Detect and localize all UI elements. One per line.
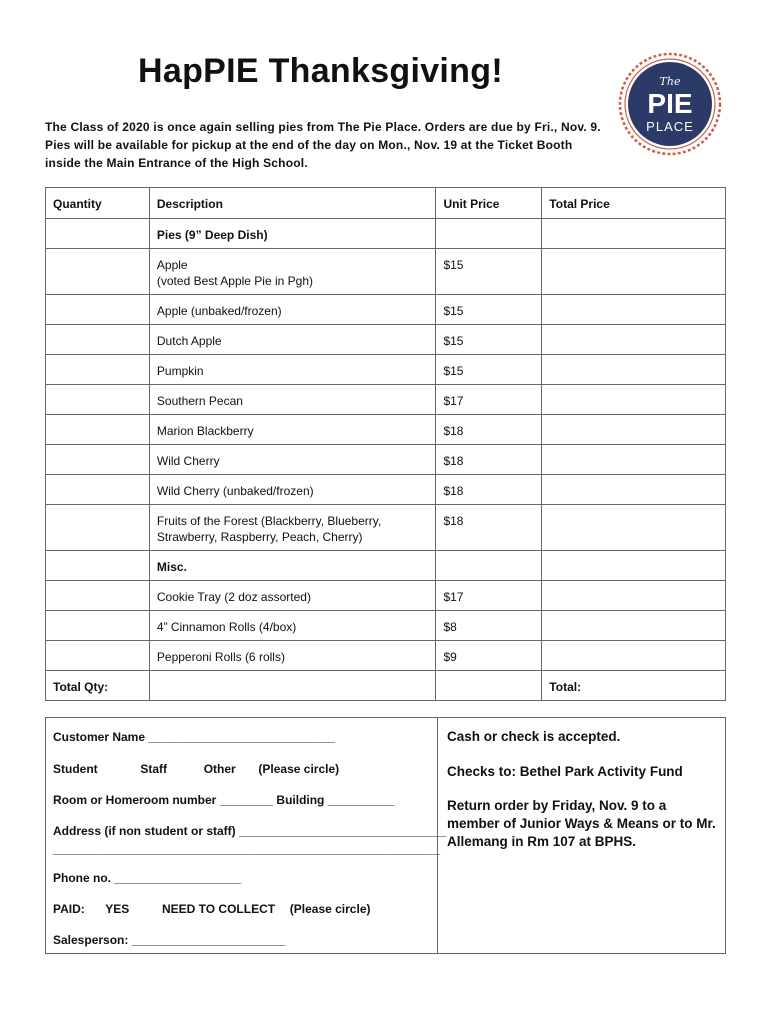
header-unit-price: Unit Price: [436, 188, 542, 219]
quantity-cell[interactable]: [46, 415, 150, 445]
quantity-cell[interactable]: [46, 641, 150, 671]
paid-circle-note: (Please circle): [289, 902, 371, 916]
option-yes[interactable]: YES: [105, 902, 130, 916]
unit-price-cell: $15: [436, 249, 542, 295]
unit-price-cell: $17: [436, 581, 542, 611]
unit-price-cell: $18: [436, 415, 542, 445]
page-title: HapPIE Thanksgiving!: [138, 52, 503, 90]
table-footer-row: [46, 671, 726, 701]
payment-note: Cash or check is accepted.: [447, 729, 621, 744]
table-row: [46, 249, 726, 295]
description-cell: [149, 505, 436, 551]
customer-info-box: [45, 717, 726, 954]
description-cell: Wild Cherry (unbaked/frozen): [149, 475, 436, 505]
quantity-cell[interactable]: [46, 219, 150, 249]
description-cell: Southern Pecan: [149, 385, 436, 415]
unit-price-cell: [436, 219, 542, 249]
address-field-line2[interactable]: __________________________________________________________: [53, 842, 441, 856]
description-line: Fruits of the Forest (Blackberry, Blueberry,: [156, 514, 382, 528]
unit-price-cell: $9: [436, 641, 542, 671]
table-row: [46, 581, 726, 611]
header-description: Description: [149, 188, 436, 219]
description-cell: Pepperoni Rolls (6 rolls): [149, 641, 436, 671]
table-row: [46, 475, 726, 505]
address-field[interactable]: Address (if non student or staff) _______________________________: [53, 824, 446, 838]
total-price-cell[interactable]: [542, 445, 726, 475]
quantity-cell[interactable]: [46, 445, 150, 475]
logo-text-the: The: [659, 75, 681, 88]
order-table: [45, 187, 726, 701]
description-cell: 4” Cinnamon Rolls (4/box): [149, 611, 436, 641]
description-line: Apple: [156, 258, 188, 272]
table-row: [46, 445, 726, 475]
quantity-cell[interactable]: [46, 295, 150, 325]
quantity-cell[interactable]: [46, 385, 150, 415]
total-price-cell[interactable]: [542, 581, 726, 611]
room-building-field[interactable]: Room or Homeroom number ________ Building __________: [53, 793, 395, 807]
total-price-cell[interactable]: [542, 415, 726, 445]
header-total-price: Total Price: [542, 188, 726, 219]
customer-name-field[interactable]: Customer Name ____________________________: [53, 730, 336, 744]
total-price-cell[interactable]: [542, 385, 726, 415]
quantity-cell[interactable]: [46, 325, 150, 355]
logo-text-pie: PIE: [647, 88, 693, 119]
unit-price-cell: [436, 551, 542, 581]
unit-price-cell: $18: [436, 475, 542, 505]
salesperson-field[interactable]: Salesperson: _______________________: [53, 933, 286, 947]
phone-field[interactable]: Phone no. ___________________: [53, 871, 242, 885]
header-quantity: Quantity: [46, 188, 150, 219]
description-line: Strawberry, Raspberry, Peach, Cherry): [156, 530, 363, 544]
grand-total-cell[interactable]: Total:: [542, 671, 726, 701]
description-cell: Misc.: [149, 551, 436, 581]
quantity-cell[interactable]: [46, 505, 150, 551]
description-cell: Pies (9” Deep Dish): [149, 219, 436, 249]
description-cell: Pumpkin: [149, 355, 436, 385]
total-price-cell[interactable]: [542, 325, 726, 355]
option-staff[interactable]: Staff: [140, 762, 168, 776]
quantity-cell[interactable]: [46, 475, 150, 505]
checks-to-note: Checks to: Bethel Park Activity Fund: [447, 764, 683, 779]
total-price-cell[interactable]: [542, 505, 726, 551]
total-price-cell[interactable]: [542, 295, 726, 325]
table-row: [46, 219, 726, 249]
role-line: [53, 762, 339, 776]
unit-price-cell: $15: [436, 355, 542, 385]
description-cell: Apple (unbaked/frozen): [149, 295, 436, 325]
quantity-cell[interactable]: [46, 551, 150, 581]
total-price-cell[interactable]: [542, 641, 726, 671]
description-line: (voted Best Apple Pie in Pgh): [156, 274, 313, 288]
option-student[interactable]: Student: [53, 762, 98, 776]
spacer-cell: [436, 671, 542, 701]
option-need-to-collect[interactable]: NEED TO COLLECT: [161, 902, 276, 916]
quantity-cell[interactable]: [46, 355, 150, 385]
description-cell: Cookie Tray (2 doz assorted): [149, 581, 436, 611]
paid-line: [53, 902, 370, 916]
description-cell: Marion Blackberry: [149, 415, 436, 445]
table-row: [46, 611, 726, 641]
table-row: [46, 355, 726, 385]
table-header-row: [46, 188, 726, 219]
return-order-note: Return order by Friday, Nov. 9 to a member of Junior Ways & Means or to Mr. Allemang in Rm 107 at BPHS.: [447, 798, 716, 849]
logo-text-place: PLACE: [646, 119, 694, 134]
table-row: [46, 385, 726, 415]
total-price-cell[interactable]: [542, 355, 726, 385]
quantity-cell[interactable]: [46, 611, 150, 641]
unit-price-cell: $18: [436, 445, 542, 475]
unit-price-cell: $17: [436, 385, 542, 415]
table-row: [46, 505, 726, 551]
description-cell: [149, 249, 436, 295]
total-price-cell[interactable]: [542, 551, 726, 581]
table-row: [46, 295, 726, 325]
quantity-cell[interactable]: [46, 581, 150, 611]
unit-price-cell: $18: [436, 505, 542, 551]
total-qty-label: Total Qty:: [46, 671, 150, 701]
table-row: [46, 415, 726, 445]
description-cell: Dutch Apple: [149, 325, 436, 355]
total-price-cell[interactable]: [542, 475, 726, 505]
pie-place-logo: [618, 52, 722, 156]
paid-label: PAID:: [53, 902, 85, 916]
please-circle-note: (Please circle): [258, 762, 340, 776]
total-qty-cell[interactable]: [149, 671, 436, 701]
table-row: [46, 325, 726, 355]
table-row: [46, 641, 726, 671]
description-cell: Wild Cherry: [149, 445, 436, 475]
total-price-cell[interactable]: [542, 611, 726, 641]
option-other[interactable]: Other: [203, 762, 236, 776]
intro-paragraph: The Class of 2020 is once again selling pies from The Pie Place. Orders are due by Fri., Nov. 9. Pies will be available for pickup at the end of the day on Mon., Nov. 19 at the Ticket Booth inside the Main Entrance of the High School.: [45, 120, 601, 170]
total-price-cell[interactable]: [542, 249, 726, 295]
unit-price-cell: $15: [436, 295, 542, 325]
total-price-cell[interactable]: [542, 219, 726, 249]
unit-price-cell: $8: [436, 611, 542, 641]
unit-price-cell: $15: [436, 325, 542, 355]
quantity-cell[interactable]: [46, 249, 150, 295]
table-row: [46, 551, 726, 581]
